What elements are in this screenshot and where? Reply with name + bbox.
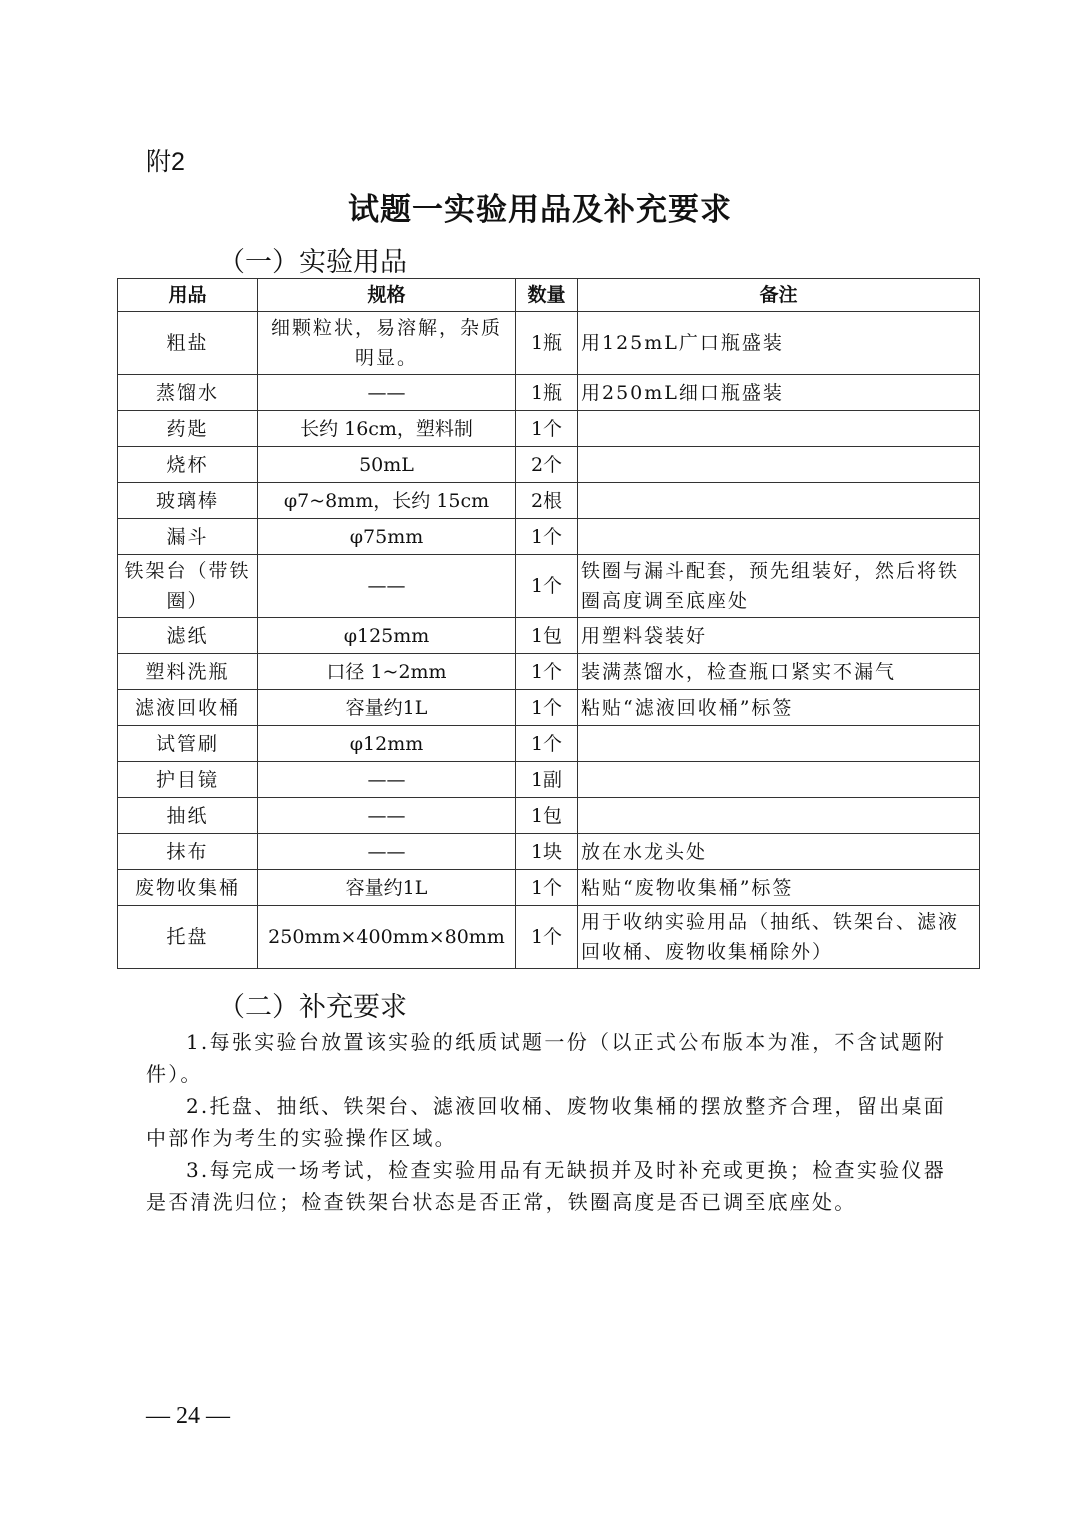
table-row xyxy=(118,870,980,906)
cell-note: 用125mL广口瓶盛装 xyxy=(578,312,980,375)
table-row xyxy=(118,726,980,762)
cell-qty: 1副 xyxy=(516,762,578,798)
section-heading-requirements: （二）补充要求 xyxy=(218,992,407,1023)
table-header-row xyxy=(118,279,980,312)
cell-item: 废物收集桶 xyxy=(118,870,258,906)
table-row xyxy=(118,375,980,411)
cell-note: 放在水龙头处 xyxy=(578,834,980,870)
table-row xyxy=(118,312,980,375)
cell-note xyxy=(578,483,980,519)
cell-spec: φ75mm xyxy=(258,519,516,555)
cell-note xyxy=(578,798,980,834)
cell-spec: —— xyxy=(258,375,516,411)
attachment-label: 附2 xyxy=(146,148,185,176)
cell-qty: 1个 xyxy=(516,906,578,969)
cell-note: 用于收纳实验用品（抽纸、铁架台、滤液回收桶、废物收集桶除外） xyxy=(578,906,980,969)
table-row xyxy=(118,798,980,834)
cell-item: 塑料洗瓶 xyxy=(118,654,258,690)
cell-note xyxy=(578,726,980,762)
table-row xyxy=(118,618,980,654)
requirement-item: 3.每完成一场考试，检查实验用品有无缺损并及时补充或更换；检查实验仪器是否清洗归位；检查铁架台状态是否正常，铁圈高度是否已调至底座处。 xyxy=(146,1158,946,1214)
cell-qty: 2个 xyxy=(516,447,578,483)
page-title: 试题一实验用品及补充要求 xyxy=(348,192,732,228)
cell-note xyxy=(578,519,980,555)
cell-qty: 1瓶 xyxy=(516,375,578,411)
cell-item: 试管刷 xyxy=(118,726,258,762)
cell-note: 粘贴“滤液回收桶”标签 xyxy=(578,690,980,726)
header-qty: 数量 xyxy=(516,279,578,312)
cell-item: 粗盐 xyxy=(118,312,258,375)
cell-qty: 1个 xyxy=(516,411,578,447)
cell-item: 护目镜 xyxy=(118,762,258,798)
cell-spec: φ12mm xyxy=(258,726,516,762)
cell-spec: φ7~8mm，长约 15cm xyxy=(258,483,516,519)
cell-note: 铁圈与漏斗配套，预先组装好，然后将铁圈高度调至底座处 xyxy=(578,555,980,618)
cell-qty: 1个 xyxy=(516,870,578,906)
cell-qty: 2根 xyxy=(516,483,578,519)
page-number: — 24 — xyxy=(146,1403,230,1429)
table-row xyxy=(118,762,980,798)
cell-spec: —— xyxy=(258,762,516,798)
cell-item: 药匙 xyxy=(118,411,258,447)
cell-item: 烧杯 xyxy=(118,447,258,483)
supplies-table xyxy=(117,278,980,969)
cell-qty: 1个 xyxy=(516,555,578,618)
cell-item: 蒸馏水 xyxy=(118,375,258,411)
cell-spec: 细颗粒状，易溶解，杂质明显。 xyxy=(258,312,516,375)
cell-note: 粘贴“废物收集桶”标签 xyxy=(578,870,980,906)
cell-qty: 1个 xyxy=(516,654,578,690)
cell-spec: 口径 1~2mm xyxy=(258,654,516,690)
table-row xyxy=(118,411,980,447)
cell-note xyxy=(578,762,980,798)
cell-spec: —— xyxy=(258,834,516,870)
cell-note: 用250mL细口瓶盛装 xyxy=(578,375,980,411)
cell-qty: 1块 xyxy=(516,834,578,870)
table-row xyxy=(118,483,980,519)
cell-item: 滤纸 xyxy=(118,618,258,654)
header-spec: 规格 xyxy=(258,279,516,312)
table-row xyxy=(118,519,980,555)
cell-note: 用塑料袋装好 xyxy=(578,618,980,654)
header-item: 用品 xyxy=(118,279,258,312)
cell-spec: —— xyxy=(258,555,516,618)
table-row xyxy=(118,906,980,969)
requirement-item: 2.托盘、抽纸、铁架台、滤液回收桶、废物收集桶的摆放整齐合理，留出桌面中部作为考生的实验操作区域。 xyxy=(146,1094,946,1150)
cell-item: 托盘 xyxy=(118,906,258,969)
cell-qty: 1包 xyxy=(516,618,578,654)
cell-note: 装满蒸馏水，检查瓶口紧实不漏气 xyxy=(578,654,980,690)
table-body xyxy=(118,312,980,969)
table-row xyxy=(118,447,980,483)
table-row xyxy=(118,834,980,870)
cell-spec: 50mL xyxy=(258,447,516,483)
cell-qty: 1包 xyxy=(516,798,578,834)
cell-spec: 容量约1L xyxy=(258,690,516,726)
table-row xyxy=(118,690,980,726)
cell-qty: 1个 xyxy=(516,690,578,726)
requirement-item: 1.每张实验台放置该实验的纸质试题一份（以正式公布版本为准，不含试题附件）。 xyxy=(146,1030,946,1086)
cell-note xyxy=(578,411,980,447)
cell-qty: 1瓶 xyxy=(516,312,578,375)
cell-spec: 长约 16cm，塑料制 xyxy=(258,411,516,447)
cell-item: 抹布 xyxy=(118,834,258,870)
cell-spec: φ125mm xyxy=(258,618,516,654)
cell-item: 漏斗 xyxy=(118,519,258,555)
cell-item: 铁架台（带铁圈） xyxy=(118,555,258,618)
cell-qty: 1个 xyxy=(516,726,578,762)
cell-item: 玻璃棒 xyxy=(118,483,258,519)
table-row xyxy=(118,654,980,690)
section-heading-supplies: （一）实验用品 xyxy=(218,247,407,278)
cell-spec: —— xyxy=(258,798,516,834)
cell-qty: 1个 xyxy=(516,519,578,555)
header-note: 备注 xyxy=(578,279,980,312)
cell-spec: 250mm×400mm×80mm xyxy=(258,906,516,969)
cell-spec: 容量约1L xyxy=(258,870,516,906)
table-row xyxy=(118,555,980,618)
cell-item: 滤液回收桶 xyxy=(118,690,258,726)
cell-item: 抽纸 xyxy=(118,798,258,834)
cell-note xyxy=(578,447,980,483)
